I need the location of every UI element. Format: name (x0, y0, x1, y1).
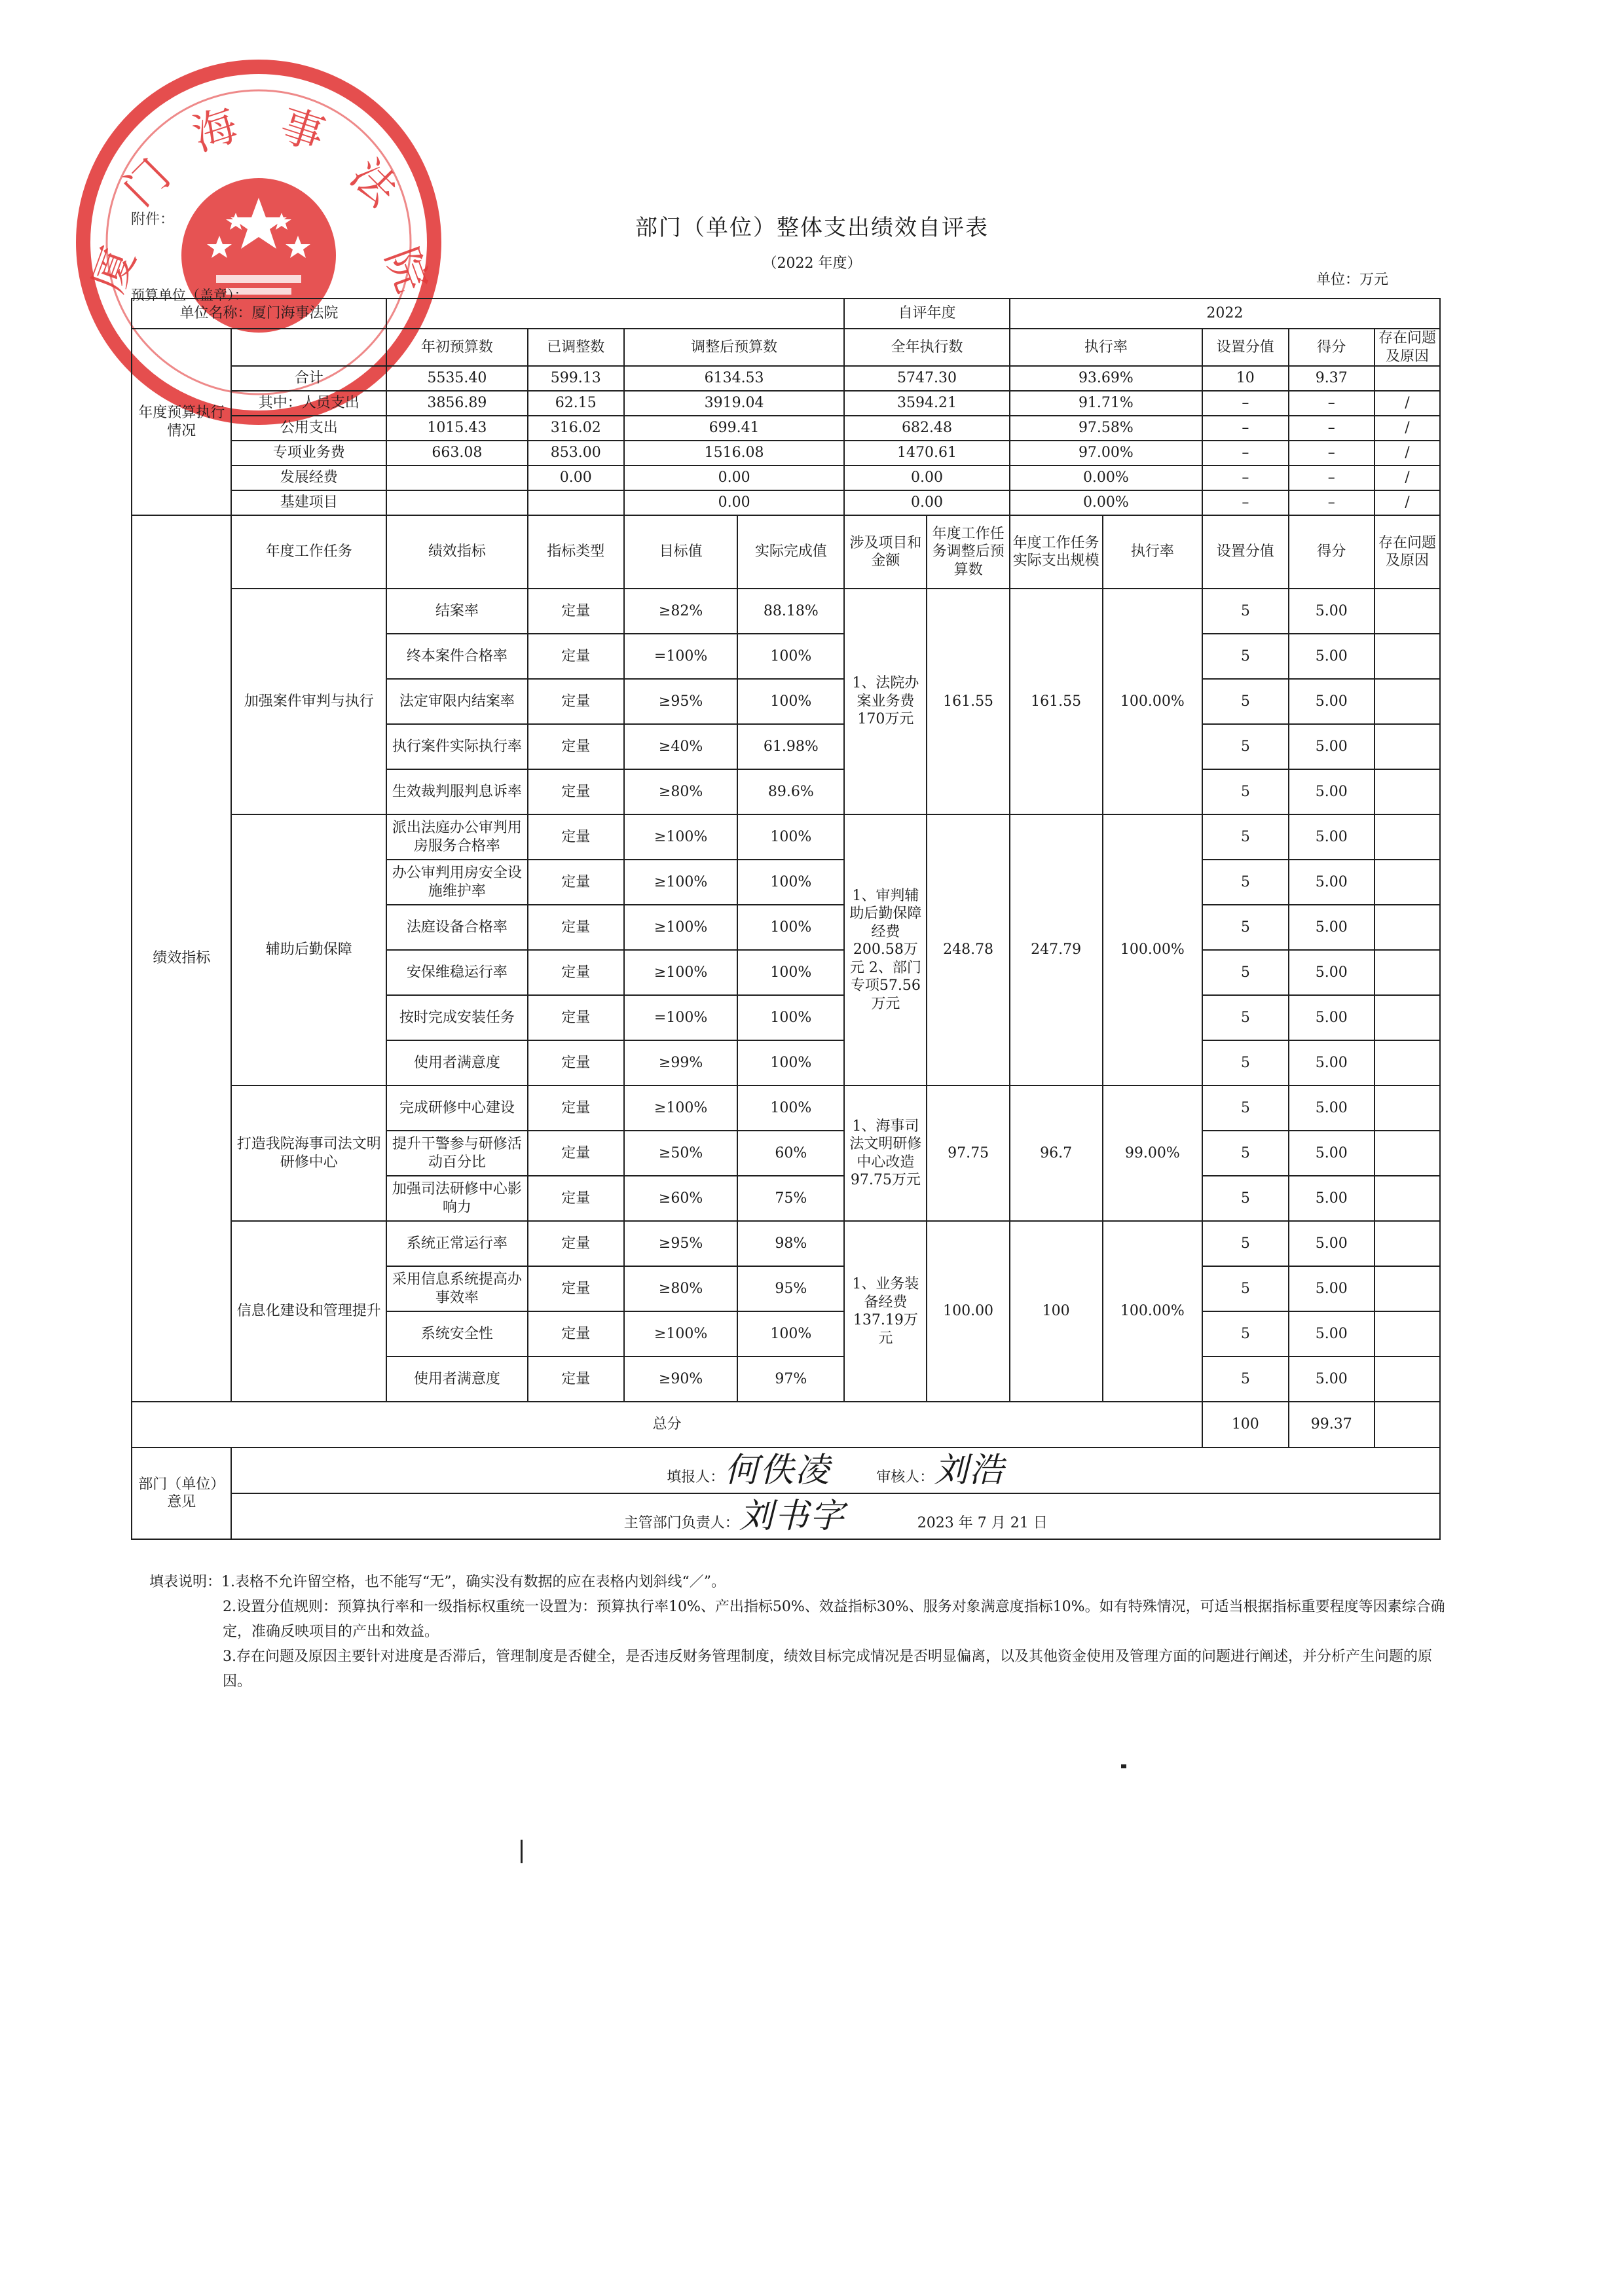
indicator-type: 定量 (528, 1311, 624, 1357)
column-header: 设置分值 (1202, 515, 1288, 589)
budget-row-label: 发展经费 (231, 465, 386, 490)
budget-row-label: 合计 (231, 366, 386, 391)
indicator-name: 结案率 (386, 589, 528, 634)
project-amount: 1、海事司法文明研修中心改造97.75万元 (844, 1085, 927, 1221)
executed-amount: 682.48 (844, 416, 1009, 441)
score-value: 5.00 (1289, 724, 1375, 769)
issue-cell (1375, 860, 1440, 905)
executed-amount: 0.00 (844, 490, 1009, 515)
weight-value: 5 (1202, 1040, 1288, 1085)
indicator-type: 定量 (528, 995, 624, 1040)
issue-cell (1375, 769, 1440, 814)
actual-value: 100% (737, 1085, 844, 1131)
execution-rate: 91.71% (1010, 391, 1202, 416)
task-name: 加强案件审判与执行 (231, 589, 386, 814)
execution-rate: 97.58% (1010, 416, 1202, 441)
total-score: 99.37 (1289, 1402, 1375, 1448)
actual-value: 100% (737, 1040, 844, 1085)
indicator-name: 系统安全性 (386, 1311, 528, 1357)
head-cell (231, 1493, 1440, 1539)
score-value: 9.37 (1289, 366, 1375, 391)
weight-value: – (1202, 416, 1288, 441)
weight-value: – (1202, 391, 1288, 416)
column-header: 执行率 (1010, 329, 1202, 366)
actual-value: 100% (737, 634, 844, 679)
perf-section-label: 绩效指标 (132, 515, 231, 1402)
indicator-type: 定量 (528, 679, 624, 724)
adjusted-budget: 3919.04 (624, 391, 844, 416)
weight-value: 5 (1202, 679, 1288, 724)
score-value: 5.00 (1289, 1266, 1375, 1311)
actual-value: 100% (737, 679, 844, 724)
opinion-date: 2023 年 7 月 21 日 (917, 1514, 1048, 1531)
issue-cell (1375, 634, 1440, 679)
task-actual: 100 (1010, 1221, 1103, 1402)
score-value: 5.00 (1289, 1085, 1375, 1131)
column-header: 存在问题及原因 (1375, 329, 1440, 366)
issue-cell: / (1375, 465, 1440, 490)
score-value: 5.00 (1289, 905, 1375, 950)
budget-row-label: 公用支出 (231, 416, 386, 441)
actual-value: 100% (737, 1311, 844, 1357)
initial-budget (386, 465, 528, 490)
score-value: 5.00 (1289, 1357, 1375, 1402)
issue-cell (1375, 950, 1440, 995)
issue-cell (1375, 1357, 1440, 1402)
budget-row-label: 专项业务费 (231, 441, 386, 465)
score-value: 5.00 (1289, 1221, 1375, 1266)
weight-value: 5 (1202, 724, 1288, 769)
indicator-name: 使用者满意度 (386, 1040, 528, 1085)
actual-value: 60% (737, 1131, 844, 1176)
issue-cell: / (1375, 391, 1440, 416)
reporting-unit-label: 预算单位（盖章）： (131, 287, 248, 303)
target-value: =100% (624, 634, 738, 679)
weight-value: 5 (1202, 814, 1288, 860)
issue-cell (1375, 724, 1440, 769)
project-amount: 1、业务装备经费137.19万元 (844, 1221, 927, 1402)
actual-value: 75% (737, 1176, 844, 1221)
indicator-type: 定量 (528, 1131, 624, 1176)
weight-value: 10 (1202, 366, 1288, 391)
table-row (132, 391, 1440, 416)
target-value: ≥80% (624, 1266, 738, 1311)
filler-signature: 何佚凌 (724, 1450, 831, 1490)
column-header: 目标值 (624, 515, 738, 589)
column-header: 年度工作任务实际支出规模 (1010, 515, 1103, 589)
scan-mark (521, 1840, 523, 1863)
weight-value: 5 (1202, 1311, 1288, 1357)
task-actual: 161.55 (1010, 589, 1103, 814)
execution-rate: 0.00% (1010, 465, 1202, 490)
actual-value: 95% (737, 1266, 844, 1311)
indicator-name: 派出法庭办公审判用房服务合格率 (386, 814, 528, 860)
target-value: ≥90% (624, 1357, 738, 1402)
initial-budget: 663.08 (386, 441, 528, 465)
score-value: – (1289, 465, 1375, 490)
task-name: 辅助后勤保障 (231, 814, 386, 1085)
column-header: 全年执行数 (844, 329, 1009, 366)
score-value: – (1289, 490, 1375, 515)
budget-row-label: 其中：人员支出 (231, 391, 386, 416)
adjusted-amount: 0.00 (528, 465, 624, 490)
svg-text:厦: 厦 (83, 241, 145, 299)
target-value: ≥100% (624, 905, 738, 950)
issue-cell (1375, 1085, 1440, 1131)
weight-value: 5 (1202, 1085, 1288, 1131)
indicator-name: 完成研修中心建设 (386, 1085, 528, 1131)
weight-value: – (1202, 465, 1288, 490)
column-header: 已调整数 (528, 329, 624, 366)
table-row (132, 589, 1440, 634)
weight-value: 5 (1202, 995, 1288, 1040)
score-value: 5.00 (1289, 634, 1375, 679)
unit-name-cell: 单位名称：厦门海事法院 (132, 299, 386, 329)
initial-budget: 5535.40 (386, 366, 528, 391)
issue-cell (1375, 1131, 1440, 1176)
table-row (132, 366, 1440, 391)
svg-text:事: 事 (274, 99, 331, 161)
indicator-name: 提升干警参与研修活动百分比 (386, 1131, 528, 1176)
issue-cell (1375, 995, 1440, 1040)
actual-value: 61.98% (737, 724, 844, 769)
target-value: ≥82% (624, 589, 738, 634)
attachment-label: 附件： (131, 211, 175, 228)
weight-value: 5 (1202, 1221, 1288, 1266)
initial-budget: 1015.43 (386, 416, 528, 441)
issue-cell (1375, 1176, 1440, 1221)
weight-value: 5 (1202, 1266, 1288, 1311)
svg-text:法: 法 (341, 149, 407, 216)
task-name: 信息化建设和管理提升 (231, 1221, 386, 1402)
actual-value: 97% (737, 1357, 844, 1402)
adjusted-amount: 62.15 (528, 391, 624, 416)
table-row (132, 465, 1440, 490)
indicator-name: 按时完成安装任务 (386, 995, 528, 1040)
table-row (132, 1221, 1440, 1266)
score-value: 5.00 (1289, 1176, 1375, 1221)
task-budget: 97.75 (927, 1085, 1009, 1221)
issue-cell: / (1375, 441, 1440, 465)
budget-section-label: 年度预算执行情况 (132, 329, 231, 515)
actual-value: 100% (737, 814, 844, 860)
issue-cell (1375, 366, 1440, 391)
scan-dot (1121, 1764, 1126, 1768)
actual-value: 88.18% (737, 589, 844, 634)
indicator-type: 定量 (528, 950, 624, 995)
column-header: 指标类型 (528, 515, 624, 589)
task-name: 打造我院海事司法文明研修中心 (231, 1085, 386, 1221)
reviewer-label: 审核人： (876, 1468, 934, 1485)
actual-value: 100% (737, 905, 844, 950)
score-value: 5.00 (1289, 1040, 1375, 1085)
project-amount: 1、法院办案业务费 170万元 (844, 589, 927, 814)
filler-label: 填报人： (667, 1468, 725, 1485)
score-value: 5.00 (1289, 769, 1375, 814)
indicator-type: 定量 (528, 1357, 624, 1402)
indicator-type: 定量 (528, 724, 624, 769)
note-3: 3.存在问题及原因主要针对进度是否滞后，管理制度是否健全，是否违反财务管理制度，绩效目标完成情况是否明显偏离，以及其他资金使用及管理方面的问题进行阐述，并分析产生问题的原因。 (223, 1649, 1432, 1690)
blank-cell (231, 329, 386, 366)
task-actual: 247.79 (1010, 814, 1103, 1085)
target-value: ≥100% (624, 814, 738, 860)
executed-amount: 5747.30 (844, 366, 1009, 391)
target-value: ≥100% (624, 860, 738, 905)
column-header: 涉及项目和金额 (844, 515, 927, 589)
note-1: 填表说明：1.表格不允许留空格，也不能写“无”，确实没有数据的应在表格内划斜线“／”。 (149, 1574, 726, 1590)
head-signature: 刘书字 (739, 1496, 845, 1536)
indicator-type: 定量 (528, 860, 624, 905)
weight-value: 5 (1202, 950, 1288, 995)
column-header: 存在问题及原因 (1375, 515, 1440, 589)
project-amount: 1、审判辅助后勤保障经费200.58万元 2、部门专项57.56万元 (844, 814, 927, 1085)
table-row (132, 329, 1440, 366)
reviewer-signature: 刘浩 (934, 1450, 1005, 1490)
score-value: – (1289, 416, 1375, 441)
issue-cell (1375, 1266, 1440, 1311)
execution-rate: 93.69% (1010, 366, 1202, 391)
weight-value: 5 (1202, 1357, 1288, 1402)
score-value: – (1289, 441, 1375, 465)
indicator-name: 安保维稳运行率 (386, 950, 528, 995)
initial-budget (386, 490, 528, 515)
target-value: ≥40% (624, 724, 738, 769)
adjusted-budget: 0.00 (624, 465, 844, 490)
table-row (132, 1448, 1440, 1493)
actual-value: 98% (737, 1221, 844, 1266)
table-row (132, 490, 1440, 515)
issue-cell (1375, 1040, 1440, 1085)
svg-text:院: 院 (375, 241, 438, 299)
target-value: ≥100% (624, 1311, 738, 1357)
initial-budget: 3856.89 (386, 391, 528, 416)
table-row (132, 515, 1440, 589)
task-actual: 96.7 (1010, 1085, 1103, 1221)
indicator-type: 定量 (528, 1176, 624, 1221)
weight-value: – (1202, 441, 1288, 465)
column-header: 绩效指标 (386, 515, 528, 589)
weight-value: 5 (1202, 905, 1288, 950)
report-year: （2022 年度） (762, 255, 862, 272)
weight-value: 5 (1202, 634, 1288, 679)
target-value: =100% (624, 995, 738, 1040)
column-header: 调整后预算数 (624, 329, 844, 366)
score-value: – (1289, 391, 1375, 416)
indicator-type: 定量 (528, 769, 624, 814)
adjusted-budget: 699.41 (624, 416, 844, 441)
unit-label: 单位：万元 (1316, 272, 1389, 288)
eval-year-value: 2022 (1010, 299, 1440, 329)
target-value: ≥99% (624, 1040, 738, 1085)
adjusted-amount: 853.00 (528, 441, 624, 465)
column-header: 得分 (1289, 329, 1375, 366)
target-value: ≥80% (624, 769, 738, 814)
column-header: 得分 (1289, 515, 1375, 589)
score-value: 5.00 (1289, 1131, 1375, 1176)
execution-rate: 0.00% (1010, 490, 1202, 515)
indicator-name: 执行案件实际执行率 (386, 724, 528, 769)
score-value: 5.00 (1289, 950, 1375, 995)
svg-text:门: 门 (113, 149, 180, 216)
table-body (132, 299, 1440, 1539)
budget-row-label: 基建项目 (231, 490, 386, 515)
adjusted-budget: 1516.08 (624, 441, 844, 465)
issue-cell (1375, 814, 1440, 860)
task-rate: 100.00% (1103, 589, 1202, 814)
indicator-name: 使用者满意度 (386, 1357, 528, 1402)
target-value: ≥95% (624, 679, 738, 724)
indicator-type: 定量 (528, 905, 624, 950)
target-value: ≥100% (624, 950, 738, 995)
eval-year-label: 自评年度 (844, 299, 1009, 329)
indicator-type: 定量 (528, 1221, 624, 1266)
score-value: 5.00 (1289, 1311, 1375, 1357)
issue-cell (1375, 679, 1440, 724)
executed-amount: 0.00 (844, 465, 1009, 490)
actual-value: 100% (737, 860, 844, 905)
issue-cell (1375, 1402, 1440, 1448)
score-value: 5.00 (1289, 589, 1375, 634)
target-value: ≥95% (624, 1221, 738, 1266)
indicator-name: 加强司法研修中心影响力 (386, 1176, 528, 1221)
table-row (132, 1493, 1440, 1539)
actual-value: 89.6% (737, 769, 844, 814)
adjusted-amount: 599.13 (528, 366, 624, 391)
weight-value: 5 (1202, 860, 1288, 905)
indicator-name: 法庭设备合格率 (386, 905, 528, 950)
issue-cell (1375, 589, 1440, 634)
score-value: 5.00 (1289, 995, 1375, 1040)
issue-cell: / (1375, 416, 1440, 441)
total-weight: 100 (1202, 1402, 1288, 1448)
indicator-name: 法定审限内结案率 (386, 679, 528, 724)
target-value: ≥60% (624, 1176, 738, 1221)
column-header: 执行率 (1103, 515, 1202, 589)
weight-value: 5 (1202, 769, 1288, 814)
indicator-type: 定量 (528, 1040, 624, 1085)
executed-amount: 3594.21 (844, 391, 1009, 416)
indicator-type: 定量 (528, 634, 624, 679)
target-value: ≥100% (624, 1085, 738, 1131)
indicator-type: 定量 (528, 814, 624, 860)
adjusted-amount: 316.02 (528, 416, 624, 441)
column-header: 年初预算数 (386, 329, 528, 366)
column-header: 实际完成值 (737, 515, 844, 589)
task-budget: 161.55 (927, 589, 1009, 814)
indicator-type: 定量 (528, 1085, 624, 1131)
table-row (132, 814, 1440, 860)
issue-cell (1375, 1311, 1440, 1357)
adjusted-budget: 6134.53 (624, 366, 844, 391)
weight-value: – (1202, 490, 1288, 515)
column-header: 设置分值 (1202, 329, 1288, 366)
weight-value: 5 (1202, 589, 1288, 634)
fill-notes (149, 1570, 1452, 1694)
page-title: 部门（单位）整体支出绩效自评表 (635, 215, 989, 241)
indicator-name: 采用信息系统提高办事效率 (386, 1266, 528, 1311)
executed-amount: 1470.61 (844, 441, 1009, 465)
blank-cell (386, 299, 844, 329)
opinion-label: 部门（单位）意见 (132, 1448, 231, 1539)
weight-value: 5 (1202, 1176, 1288, 1221)
score-value: 5.00 (1289, 679, 1375, 724)
head-label: 主管部门负责人： (623, 1514, 739, 1531)
indicator-type: 定量 (528, 589, 624, 634)
total-label: 总分 (132, 1402, 1202, 1448)
adjusted-amount (528, 490, 624, 515)
indicator-name: 办公审判用房安全设施维护率 (386, 860, 528, 905)
task-rate: 100.00% (1103, 814, 1202, 1085)
indicator-name: 生效裁判服判息诉率 (386, 769, 528, 814)
svg-text:海: 海 (186, 99, 244, 161)
table-row (132, 441, 1440, 465)
task-budget: 248.78 (927, 814, 1009, 1085)
execution-rate: 97.00% (1010, 441, 1202, 465)
table-row (132, 416, 1440, 441)
task-rate: 100.00% (1103, 1221, 1202, 1402)
score-value: 5.00 (1289, 814, 1375, 860)
table-row (132, 1402, 1440, 1448)
issue-cell: / (1375, 490, 1440, 515)
actual-value: 100% (737, 950, 844, 995)
indicator-name: 终本案件合格率 (386, 634, 528, 679)
adjusted-budget: 0.00 (624, 490, 844, 515)
column-header: 年度工作任务调整后预算数 (927, 515, 1009, 589)
filler-reviewer-cell (231, 1448, 1440, 1493)
actual-value: 100% (737, 995, 844, 1040)
issue-cell (1375, 1221, 1440, 1266)
score-value: 5.00 (1289, 860, 1375, 905)
task-rate: 99.00% (1103, 1085, 1202, 1221)
column-header: 年度工作任务 (231, 515, 386, 589)
performance-table (131, 298, 1441, 1540)
table-row (132, 1085, 1440, 1131)
issue-cell (1375, 905, 1440, 950)
indicator-name: 系统正常运行率 (386, 1221, 528, 1266)
target-value: ≥50% (624, 1131, 738, 1176)
note-2: 2.设置分值规则：预算执行率和一级指标权重统一设置为：预算执行率10%、产出指标50%、效益指标30%、服务对象满意度指标10%。如有特殊情况，可适当根据指标重要程度等因素综合确定，准确反映项目的产出和效益。 (223, 1599, 1445, 1640)
task-budget: 100.00 (927, 1221, 1009, 1402)
indicator-type: 定量 (528, 1266, 624, 1311)
weight-value: 5 (1202, 1131, 1288, 1176)
